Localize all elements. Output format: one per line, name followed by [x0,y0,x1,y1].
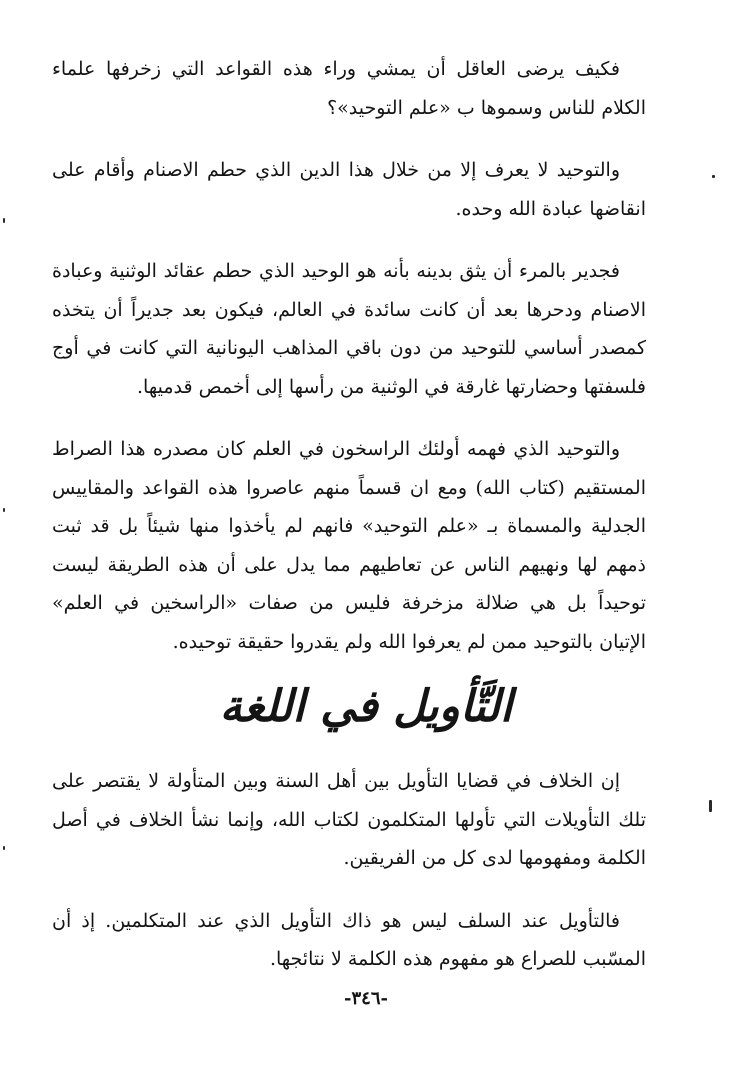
scan-speck [712,175,715,178]
paragraph: فجدير بالمرء أن يثق بدينه بأنه هو الوحيد الذي حطم عقائد الوثنية وعبادة الاصنام ودحرها بعد أن كانت سائدة في العالم، فيكون بعد جديراً أن يتخذه كمصدر أساسي للتوحيد من دون باقي المذاهب اليونانية التي كانت في أوج فلسفتها وحضارتها غارقة في الوثنية من رأسها إلى أخمص قدميها. [52,260,646,398]
top-text-block [52,50,646,685]
scan-speck [709,800,712,812]
paragraph: فكيف يرضى العاقل أن يمشي وراء هذه القواعد التي زخرفها علماء الكلام للناس وسموها ب «علم التوحيد»؟ [52,58,646,119]
section-heading: التَّأويل في اللغة [219,681,513,732]
scan-speck [3,846,5,850]
paragraph: إن الخلاف في قضايا التأويل بين أهل السنة وبين المتأولة لا يقتصر على تلك التأويلات التي تأولها المتكلمون لكتاب الله، وإنما نشأ الخلاف في أصل الكلمة ومفهومها لدى كل من الفريقين. [52,770,646,869]
page-number: -٣٤٦- [344,988,388,1009]
paragraph: والتوحيد الذي فهمه أولئك الراسخون في العلم كان مصدره هذا الصراط المستقيم (كتاب الله) ومع ان قسماً منهم عاصروا هذه القواعد والمقاييس الجدلية والمسماة بـ «علم التوحيد» فانهم لم يأخذوا منها شيئاً بل قد ثبت ذمهم لها ونهيهم الناس عن تعاطيهم مما يدل على أن هذه الطريقة ليست توحيداً بل هي ضلالة مزخرفة فليس من صفات «الراسخين في العلم» الإتيان بالتوحيد ممن لم يعرفوا الله ولم يقدروا حقيقة توحيده. [52,438,646,653]
paragraph: فالتأويل عند السلف ليس هو ذاك التأويل الذي عند المتكلمين. إذ أن المسّبب للصراع هو مفهوم هذه الكلمة لا نتائجها. [52,909,646,970]
bottom-text-block [52,762,646,1003]
scan-speck [3,508,5,512]
paragraph: والتوحيد لا يعرف إلا من خلال هذا الدين الذي حطم الاصنام وأقام على انقاضها عبادة الله وحده. [52,159,646,220]
scan-speck [3,218,5,223]
